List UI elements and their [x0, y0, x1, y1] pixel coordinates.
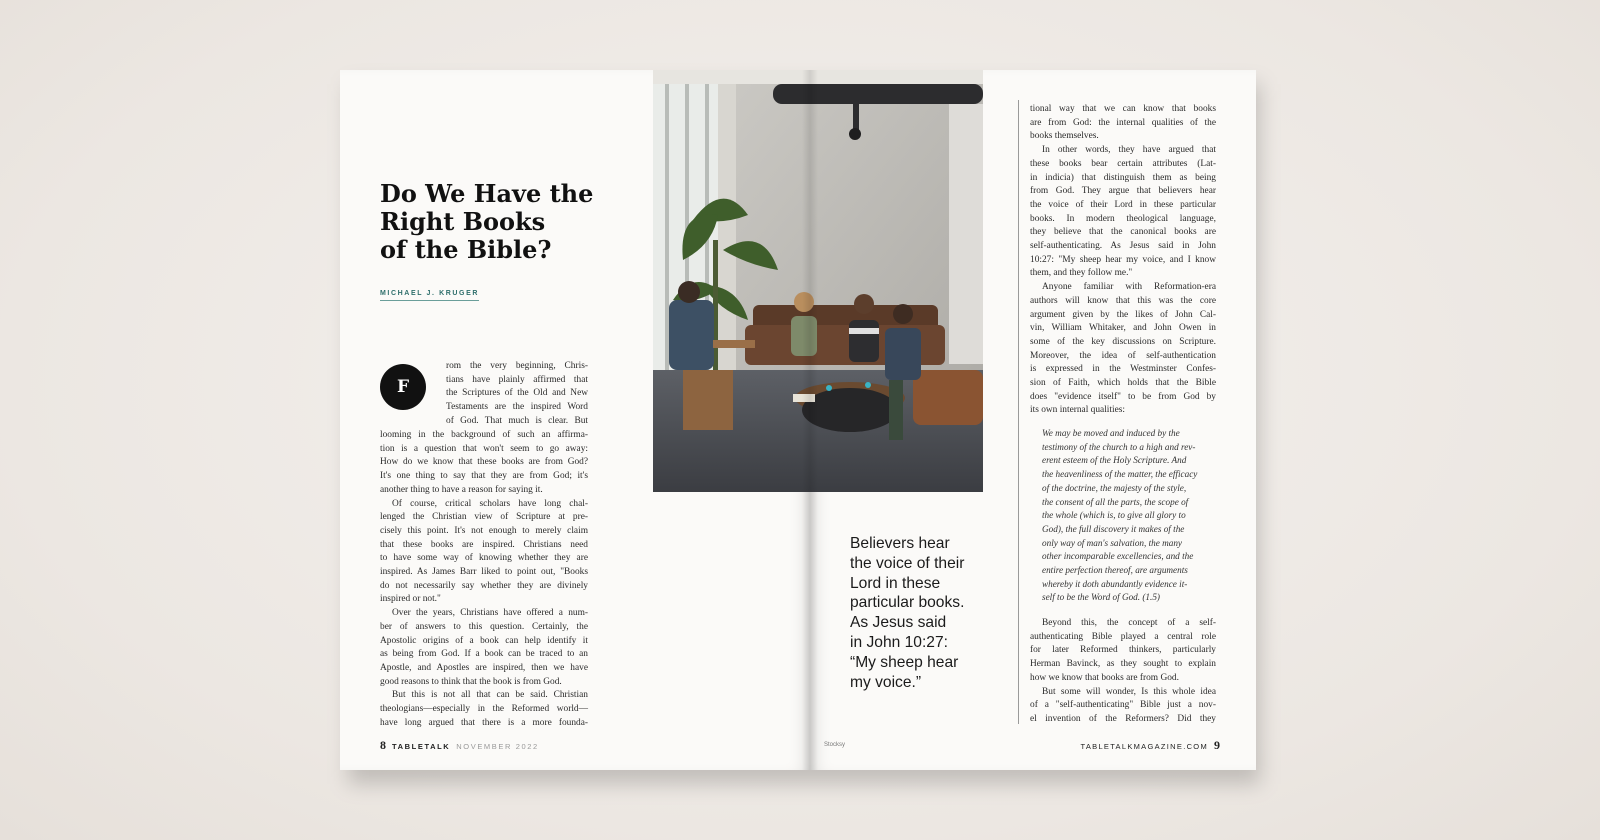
text-line: authors will know that this was the core: [1030, 295, 1216, 306]
text-line: in indicia) that distinguish them as being: [1030, 172, 1216, 183]
page-number: 9: [1214, 738, 1220, 752]
text-line: some of the key discussions on Scripture.: [1030, 336, 1216, 347]
text-line: Apostolic origins of a book can help identify it: [380, 635, 588, 646]
text-line: inspired or not.": [380, 594, 441, 605]
left-column-intro: [446, 360, 588, 429]
text-line: 10:27: "My sheep hear my voice, and I know: [1030, 254, 1216, 265]
quote-line: erent esteem of the Holy Scripture. And: [1042, 455, 1187, 466]
text-line: It's one thing to say that they are from God; it's: [380, 471, 588, 482]
text-line: have long argued that there is a more founda-: [380, 717, 588, 728]
drop-cap: F: [380, 364, 426, 410]
left-page-footer: [380, 736, 539, 754]
text-line: how we know that books are from God.: [1030, 672, 1179, 683]
quote-line: only way of man's salvation, the many: [1042, 537, 1183, 548]
text-line: el invention of the Reformers? Did they: [1030, 713, 1216, 724]
author-byline: MICHAEL J. KRUGER: [380, 290, 479, 301]
text-line: that these books are inspired. Christians need: [380, 539, 588, 550]
quote-line: entire perfection thereof, are arguments: [1042, 565, 1188, 576]
right-column-continued: [1030, 617, 1216, 727]
article-title: [380, 180, 610, 264]
text-line: sion of Faith, which holds that the Bible: [1030, 378, 1216, 389]
quote-line: the heavenliness of the matter, the efficacy: [1042, 469, 1198, 480]
text-line: self-authenticating. As Jesus said in John: [1030, 241, 1216, 252]
quote-line: of the doctrine, the majesty of the style,: [1042, 482, 1187, 493]
right-column-body: [1030, 103, 1216, 418]
quote-line: whereby it doth abundantly evidence it-: [1042, 578, 1188, 589]
pull-quote-line: particular books.: [850, 594, 965, 612]
text-line: ber of answers to this question. Certainly, the: [380, 621, 588, 632]
text-line: cisely this point. It's not enough to merely claim: [380, 525, 588, 536]
text-line: Anyone familiar with Reformation-era: [1042, 282, 1216, 293]
text-line: looming in the background of such an affirma-: [380, 430, 588, 440]
article-photo: [653, 70, 983, 492]
text-line: for later Reformed thinkers, particularly: [1030, 645, 1216, 656]
website: TABLETALKMAGAZINE.COM: [1080, 742, 1208, 751]
text-line: inspired. As James Barr liked to point out, "Books: [380, 567, 588, 578]
text-line: tians have plainly affirmed that: [446, 374, 588, 385]
text-line: Over the years, Christians have offered a num-: [392, 608, 588, 619]
text-line: books themselves.: [1030, 131, 1099, 142]
title-line: Do We Have the: [380, 179, 594, 208]
page-number: 8: [380, 738, 386, 752]
text-line: Beyond this, the concept of a self-: [1042, 618, 1216, 628]
text-line: these books bear certain attributes (Lat-: [1030, 158, 1216, 169]
text-line: the voice of their Lord in these particular: [1030, 199, 1216, 210]
pull-quote-line: in John 10:27:: [850, 633, 948, 651]
text-line: Of course, critical scholars have long chal-: [392, 498, 588, 509]
text-line: rom the very beginning, Chris-: [446, 361, 588, 371]
pull-quote-line: Lord in these: [850, 574, 941, 592]
quote-line: God), the full discovery it makes of the: [1042, 523, 1185, 534]
pull-quote-line: As Jesus said: [850, 614, 947, 632]
text-line: the Scriptures of the Old and New: [446, 388, 588, 399]
pull-quote-line: my voice.”: [850, 673, 922, 691]
text-line: of God. That much is clear. But: [446, 415, 588, 426]
right-page-footer: [1081, 736, 1220, 754]
column-rule: [1018, 100, 1019, 724]
text-line: Moreover, the idea of self-authentication: [1030, 350, 1216, 361]
quote-line: testimony of the church to a high and rev-: [1042, 441, 1196, 452]
text-line: Herman Bavinck, as they sought to explain: [1030, 659, 1216, 670]
quote-line: the consent of all the parts, the scope of: [1042, 496, 1189, 507]
quote-line: self to be the Word of God. (1.5): [1042, 592, 1160, 603]
text-line: them, and they follow me.": [1030, 268, 1133, 279]
spine-gutter: [802, 70, 818, 770]
text-line: from God. They argue that believers hear: [1030, 186, 1216, 197]
confession-block-quote: [1042, 427, 1206, 605]
text-line: does "evidence itself" to be from God by: [1030, 391, 1216, 402]
text-line: good reasons to think that the book is from God.: [380, 676, 562, 687]
pull-quote: [850, 534, 985, 692]
quote-line: We may be moved and induced by the: [1042, 428, 1180, 438]
text-line: theologians—especially in the Reformed world—: [380, 704, 588, 715]
text-line: they believe that the canonical books are: [1030, 227, 1216, 238]
text-line: are from God: the internal qualities of the: [1030, 117, 1216, 128]
pull-quote-line: Believers hear: [850, 535, 950, 552]
text-line: do not necessarily say whether they are divinely: [380, 580, 588, 591]
text-line: is expressed in the Westminster Confes-: [1030, 364, 1216, 375]
quote-line: the whole (which is, to give all glory to: [1042, 510, 1186, 521]
title-line: Right Books: [380, 207, 546, 236]
text-line: lenged the Christian view of Scripture at pre-: [380, 512, 588, 523]
cafe-scene-illustration: [653, 70, 983, 492]
text-line: Testaments are the inspired Word: [446, 402, 588, 413]
text-line: vin, William Whitaker, and John Owen in: [1030, 323, 1216, 334]
text-line: Apostle, and Apostles are inspired, then we have: [380, 662, 588, 673]
text-line: of a "self-authenticating" Bible just a nov-: [1030, 700, 1216, 711]
text-line: another thing to have a reason for saying it.: [380, 484, 543, 495]
text-line: But some will wonder, Is this whole idea: [1042, 686, 1216, 697]
text-line: authenticating Bible played a central role: [1030, 631, 1216, 642]
text-line: tional way that we can know that books: [1030, 104, 1216, 114]
text-line: as being from God. If a book can be traced to an: [380, 649, 588, 660]
title-line: of the Bible?: [380, 235, 552, 264]
text-line: its own internal qualities:: [1030, 405, 1126, 416]
text-line: How do we know that these books are from God?: [380, 457, 588, 468]
pull-quote-line: “My sheep hear: [850, 653, 959, 671]
pull-quote-line: the voice of their: [850, 554, 965, 572]
magazine-name: TABLETALK: [392, 742, 451, 751]
text-line: to have some way of knowing whether they are: [380, 553, 588, 564]
text-line: tion is a question that won't seem to go away:: [380, 443, 588, 454]
photo-credit: Stocksy: [824, 742, 846, 748]
text-line: But this is not all that can be said. Christian: [392, 690, 588, 701]
quote-line: other incomparable excellencies, and the: [1042, 551, 1194, 562]
left-column-body: [380, 429, 588, 730]
text-line: argument given by the likes of John Cal-: [1030, 309, 1216, 320]
text-line: books. In modern theological language,: [1030, 213, 1216, 224]
text-line: In other words, they have argued that: [1042, 145, 1216, 156]
issue-date: NOVEMBER 2022: [456, 742, 539, 751]
